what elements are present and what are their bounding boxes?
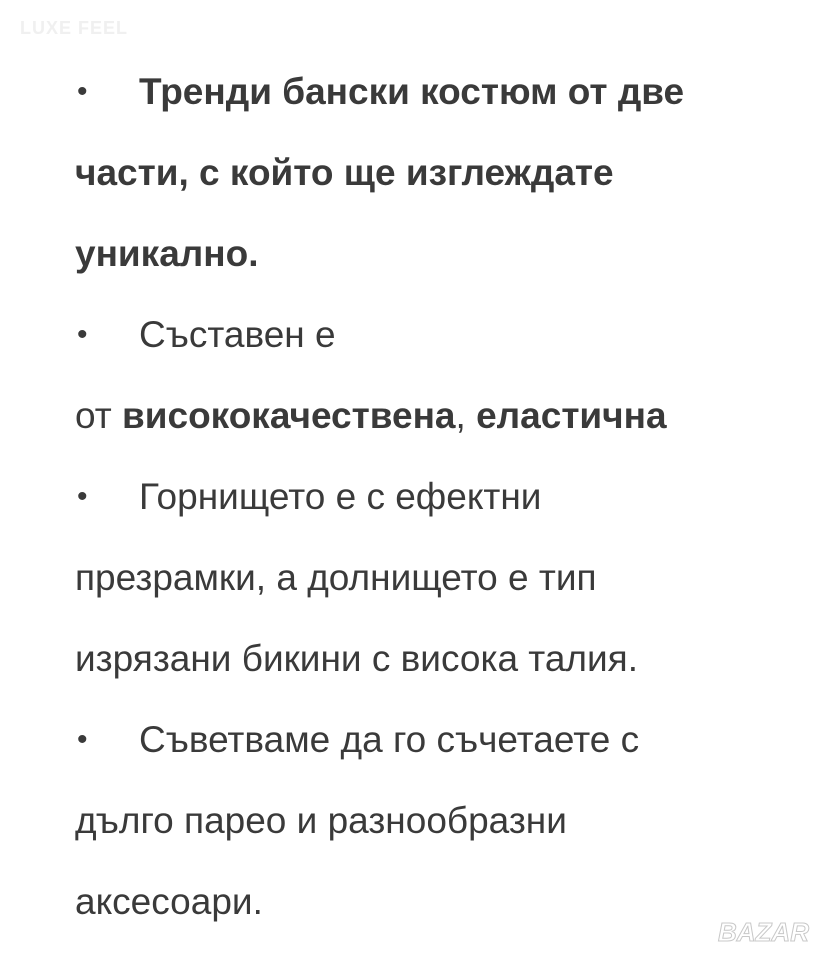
list-item-text: Горнището е с ефектни <box>139 476 542 517</box>
bullet-icon: • <box>77 318 88 351</box>
bullet-icon: • <box>77 723 88 756</box>
list-item-text: Съставен е <box>139 314 336 355</box>
list-item-text: Тренди бански костюм от две <box>139 71 685 112</box>
list-item-continuation <box>75 625 815 706</box>
list-item-text-bold: висококачествена <box>122 395 456 436</box>
list-item <box>75 463 815 544</box>
list-item-continuation <box>75 220 815 301</box>
list-item <box>75 301 815 382</box>
list-item-text: дълго парео и разнообразни <box>75 800 567 841</box>
list-item-text: уникално. <box>75 233 259 274</box>
list-item-text: части, с който ще изглеждате <box>75 152 614 193</box>
watermark-bazar-logo: BAZAR <box>718 917 809 947</box>
list-item-continuation <box>75 787 815 868</box>
list-item-text: от <box>75 395 122 436</box>
bullet-list <box>75 58 815 949</box>
list-item-continuation <box>75 382 815 463</box>
watermark-luxe-feel: LUXE FEEL <box>20 18 129 38</box>
list-item-text: изрязани бикини с висока талия. <box>75 638 638 679</box>
bullet-icon: • <box>77 480 88 513</box>
list-item-continuation <box>75 139 815 220</box>
list-item-text: аксесоари. <box>75 881 263 922</box>
list-item-text-bold: еластична <box>476 395 667 436</box>
list-item <box>75 58 815 139</box>
list-item-text: , <box>455 395 477 436</box>
list-item-continuation <box>75 868 815 949</box>
list-item-continuation <box>75 544 815 625</box>
bullet-icon: • <box>77 75 88 108</box>
list-item <box>75 706 815 787</box>
list-item-text: Съветваме да го съчетаете с <box>139 719 640 760</box>
list-item-text: презрамки, а долнището е тип <box>75 557 597 598</box>
